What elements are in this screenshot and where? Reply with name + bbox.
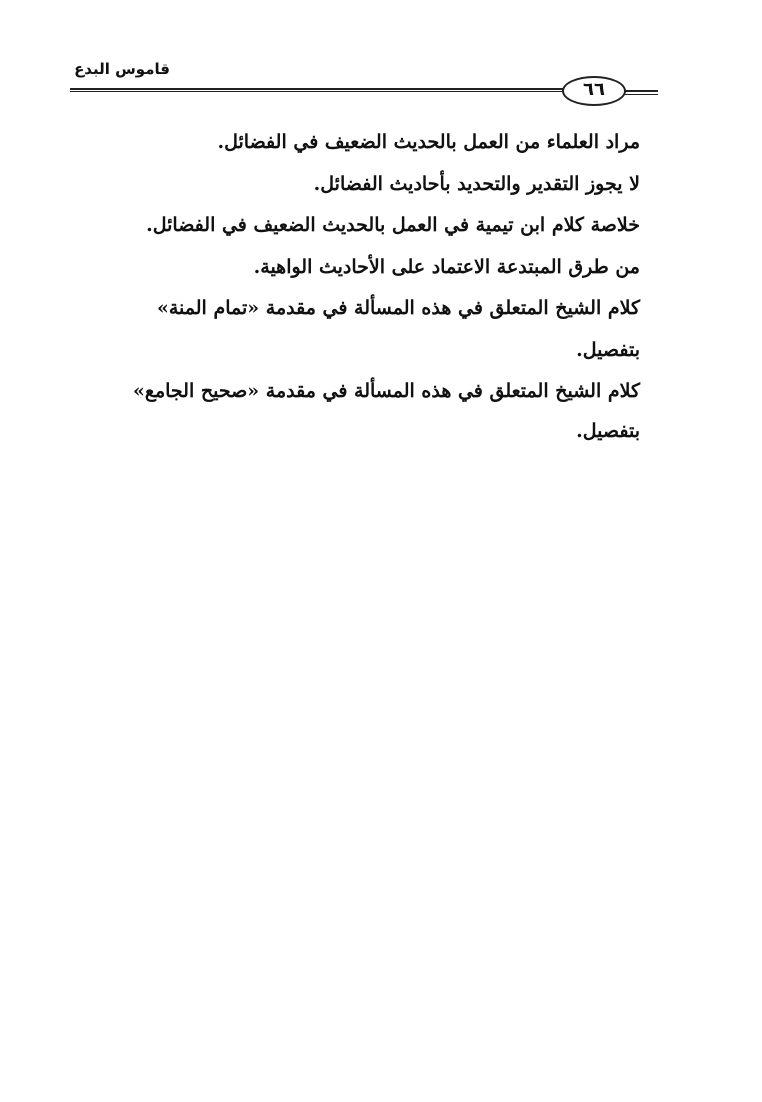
paragraph: كلام الشيخ المتعلق في هذه المسألة في مقدمة «تمام المنة» بتفصيل. [156,297,640,361]
page-number: ٦٦ [583,79,605,100]
paragraph: كلام الشيخ المتعلق في هذه المسألة في مقدمة «صحيح الجامع» بتفصيل. [132,380,640,442]
paragraph: لا يجوز التقدير والتحديد بأحاديث الفضائل. [313,172,640,195]
running-head-title: قاموس البدع [74,60,170,78]
paragraph: مراد العلماء من العمل بالحديث الضعيف في الفضائل. [217,131,640,153]
header-rule-inner [70,91,570,92]
header-rule [70,88,570,90]
paragraph: خلاصة كلام ابن تيمية في العمل بالحديث الضعيف في الفضائل. [146,214,640,236]
page-header [0,0,762,110]
paragraph: من طرق المبتدعة الاعتماد على الأحاديث الواهية. [253,255,640,278]
header-rule-right [624,90,658,92]
page-body [95,122,640,451]
header-rule-right-inner [624,94,658,95]
